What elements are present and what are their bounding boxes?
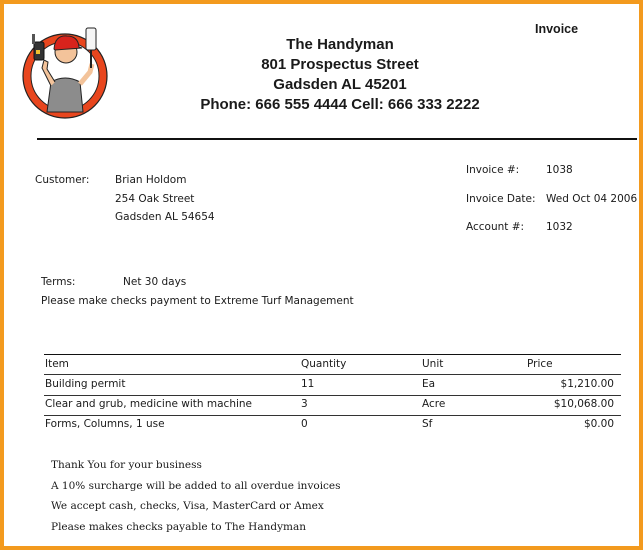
payment-note: Please make checks payment to Extreme Turf Management: [41, 295, 354, 307]
footer-payment-methods: We accept cash, checks, Visa, MasterCard or Amex: [51, 500, 324, 512]
table-row-rule: [44, 395, 621, 396]
table-header-item: Item: [45, 358, 69, 370]
table-header-price: Price: [527, 358, 553, 370]
terms-value: Net 30 days: [123, 276, 187, 288]
table-row-rule: [44, 415, 621, 416]
table-row-3-item: Forms, Columns, 1 use: [45, 418, 165, 430]
table-header-unit: Unit: [422, 358, 444, 370]
table-row-1-unit: Ea: [422, 378, 436, 390]
table-row-1-quantity: 11: [301, 378, 315, 390]
table-row-2-item: Clear and grub, medicine with machine: [45, 398, 253, 410]
handyman-logo-icon: [20, 16, 112, 122]
account-number: 1032: [546, 221, 573, 233]
customer-name: Brian Holdom: [115, 174, 187, 186]
company-name: The Handyman: [286, 36, 394, 53]
invoice-number-label: Invoice #:: [466, 164, 520, 176]
document-type-label: Invoice: [535, 22, 579, 36]
table-row-2-price: $10,068.00: [553, 398, 614, 410]
customer-city: Gadsden AL 54654: [115, 211, 215, 223]
footer-surcharge-note: A 10% surcharge will be added to all overdue invoices: [51, 480, 341, 492]
header-divider: [37, 138, 637, 140]
customer-label: Customer:: [35, 174, 90, 186]
table-row-1-price: $1,210.00: [560, 378, 614, 390]
company-phones: Phone: 666 555 4444 Cell: 666 333 2222: [200, 96, 480, 113]
company-address-line2: Gadsden AL 45201: [273, 76, 407, 93]
table-row-1-item: Building permit: [45, 378, 126, 390]
footer-payable-to: Please makes checks payable to The Handyman: [51, 521, 306, 533]
customer-street: 254 Oak Street: [115, 193, 195, 205]
table-row-2-quantity: 3: [301, 398, 308, 410]
company-header: [154, 35, 526, 115]
table-header-quantity: Quantity: [301, 358, 347, 370]
account-number-label: Account #:: [466, 221, 525, 233]
terms-label: Terms:: [41, 276, 76, 288]
table-row-3-unit: Sf: [422, 418, 433, 430]
company-address-line1: 801 Prospectus Street: [261, 56, 419, 73]
table-row-3-price: $0.00: [583, 418, 614, 430]
table-row-3-quantity: 0: [301, 418, 308, 430]
table-header-rule: [44, 374, 621, 375]
invoice-number: 1038: [546, 164, 573, 176]
invoice-date-label: Invoice Date:: [466, 193, 536, 205]
invoice-date: Wed Oct 04 2006: [546, 193, 638, 205]
table-row-2-unit: Acre: [422, 398, 446, 410]
table-top-rule: [44, 354, 621, 355]
footer-thank-you: Thank You for your business: [51, 459, 202, 471]
